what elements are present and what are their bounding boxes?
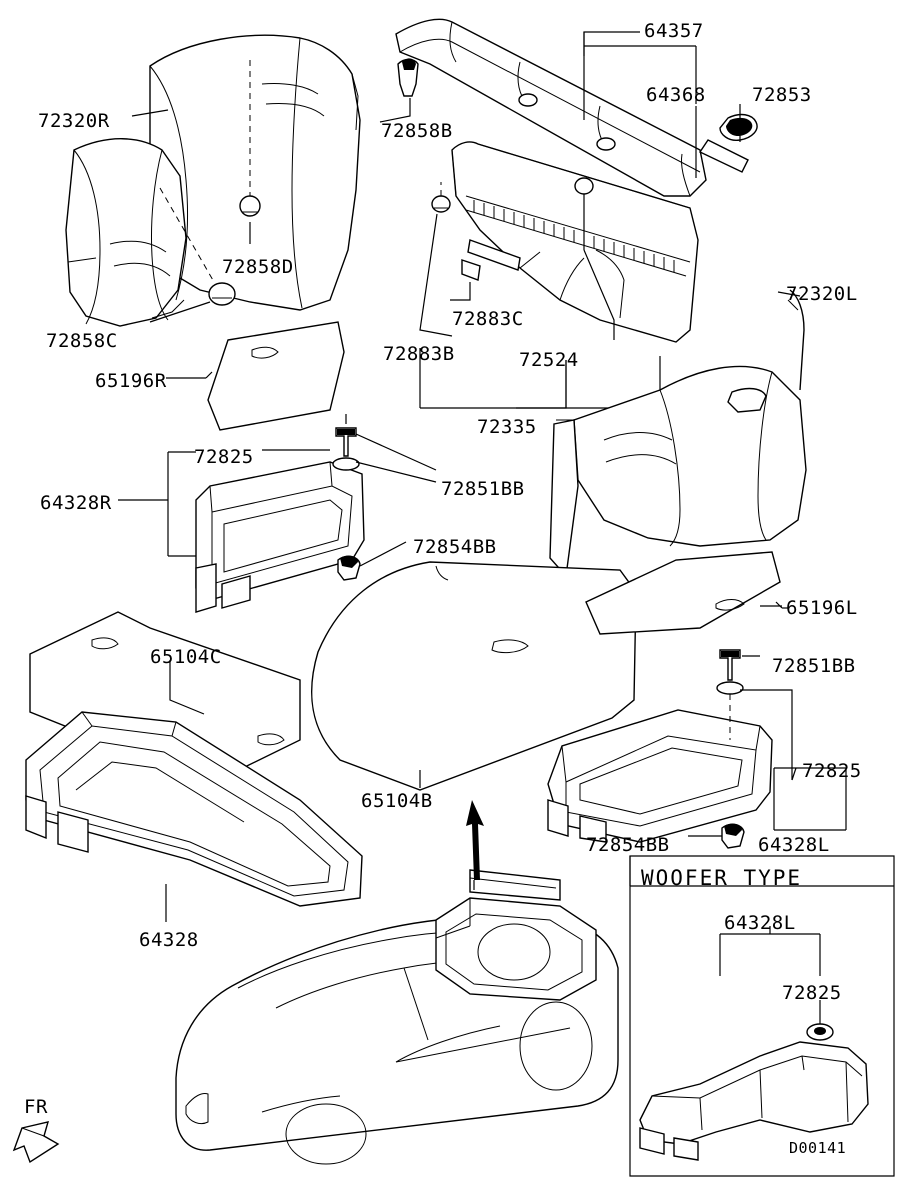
callout-72858D: 72858D [222,256,294,278]
callout-72320R: 72320R [38,110,110,132]
callout-64357: 64357 [644,20,704,42]
callout-72854BB-left: 72854BB [413,536,497,558]
callout-72854BB-right: 72854BB [586,834,670,856]
callout-72320L: 72320L [786,283,858,305]
callout-72883C: 72883C [452,308,524,330]
part-72320R-shape [66,35,360,326]
callout-72883B: 72883B [383,343,455,365]
callout-72825-left: 72825 [194,446,254,468]
callout-72858B: 72858B [381,120,453,142]
callout-72851BB-right: 72851BB [772,655,856,677]
woofer-type-inset [630,856,894,1176]
drawing-number: D00141 [789,1139,847,1157]
callout-72825-inset: 72825 [782,982,842,1004]
callout-72825-right: 72825 [802,760,862,782]
callout-64328: 64328 [139,929,199,951]
callout-64328L-right: 64328L [758,834,830,856]
callout-64328L-inset: 64328L [724,912,796,934]
callout-64328R: 64328R [40,492,112,514]
callout-64368: 64368 [646,84,706,106]
callout-65104C: 65104C [150,646,222,668]
callout-72524: 72524 [519,349,579,371]
fr-orientation-label: FR [24,1096,48,1118]
part-72858B-shape [380,58,418,122]
callout-72851BB-left: 72851BB [441,478,525,500]
callout-65104B: 65104B [361,790,433,812]
callout-72335: 72335 [477,416,537,438]
part-64328-shape [26,712,362,922]
callout-65196R: 65196R [95,370,167,392]
callout-72858C: 72858C [46,330,118,352]
callout-65196L: 65196L [786,597,858,619]
part-65196R-shape [166,322,344,430]
woofer-type-title: WOOFER TYPE [641,866,803,890]
callout-72853: 72853 [752,84,812,106]
part-65196L-shape [586,552,788,634]
part-64357-shape [396,19,757,196]
fr-arrow-icon [14,1122,58,1162]
